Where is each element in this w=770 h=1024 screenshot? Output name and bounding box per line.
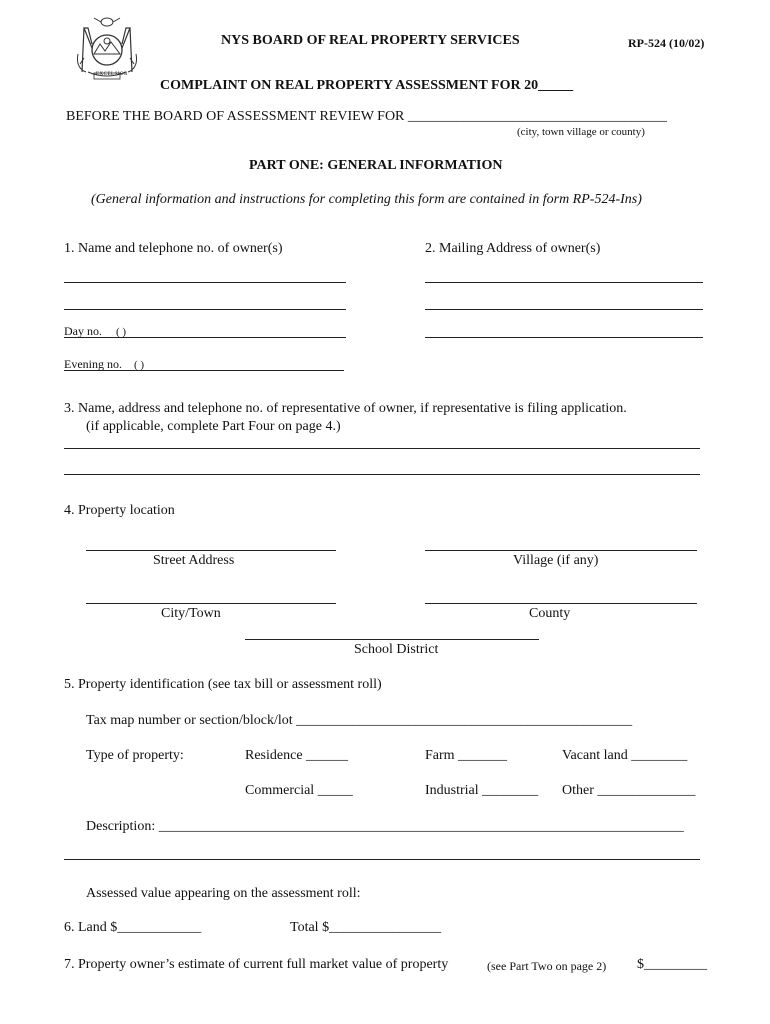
village-field[interactable] — [425, 550, 697, 551]
city-town-caption: City/Town — [161, 606, 221, 621]
form-code: RP-524 (10/02) — [628, 36, 705, 50]
description-field[interactable]: Description: ___________________________________________________________________________ — [86, 819, 684, 834]
board-review-line[interactable]: BEFORE THE BOARD OF ASSESSMENT REVIEW FOR _____________________________________ — [66, 109, 667, 124]
county-caption: County — [529, 606, 571, 621]
evening-phone-field[interactable] — [64, 370, 344, 371]
industrial-option[interactable]: Industrial ________ — [425, 783, 539, 798]
evening-phone-label: Evening no. — [64, 357, 122, 371]
commercial-option[interactable]: Commercial _____ — [245, 783, 353, 798]
assessed-value-heading: Assessed value appearing on the assessment roll: — [86, 886, 361, 901]
mailing-address-field-3[interactable] — [425, 337, 703, 338]
representative-label: 3. Name, address and telephone no. of representative of owner, if representative is filing application. — [64, 401, 627, 416]
instructions-note: (General information and instructions for completing this form are contained in form RP-524-Ins) — [91, 192, 642, 207]
property-type-label: Type of property: — [86, 748, 184, 763]
street-address-field[interactable] — [86, 550, 336, 551]
other-option[interactable]: Other ______________ — [562, 783, 696, 798]
market-value-label: 7. Property owner’s estimate of current full market value of property — [64, 957, 449, 972]
mailing-address-label: 2. Mailing Address of owner(s) — [425, 241, 601, 256]
total-value-field[interactable]: Total $________________ — [290, 920, 442, 935]
county-field[interactable] — [425, 603, 697, 604]
property-location-label: 4. Property location — [64, 503, 175, 518]
land-value-field[interactable]: 6. Land $____________ — [64, 920, 202, 935]
property-id-label: 5. Property identification (see tax bill or assessment roll) — [64, 677, 382, 692]
part-one-title: PART ONE: GENERAL INFORMATION — [249, 158, 503, 173]
school-district-field[interactable] — [245, 639, 539, 640]
agency-name: NYS BOARD OF REAL PROPERTY SERVICES — [221, 33, 520, 48]
form-title: COMPLAINT ON REAL PROPERTY ASSESSMENT FOR 20_____ — [160, 78, 574, 93]
board-review-hint: (city, town village or county) — [517, 126, 645, 138]
mailing-address-field-2[interactable] — [425, 309, 703, 310]
owner-name-field-1[interactable] — [64, 282, 346, 283]
school-district-caption: School District — [354, 642, 439, 657]
evening-phone-area: ( ) — [134, 359, 145, 371]
representative-note: (if applicable, complete Part Four on page 4.) — [86, 419, 341, 434]
day-phone-label: Day no. — [64, 324, 102, 338]
owner-name-label: 1. Name and telephone no. of owner(s) — [64, 241, 283, 256]
description-field-2[interactable] — [64, 859, 700, 860]
representative-field-2[interactable] — [64, 474, 700, 475]
day-phone-field[interactable] — [64, 337, 346, 338]
farm-option[interactable]: Farm _______ — [425, 748, 508, 763]
seal-motto: EXCELSIOR — [96, 72, 128, 77]
day-phone-area: ( ) — [116, 326, 127, 338]
mailing-address-field-1[interactable] — [425, 282, 703, 283]
city-town-field[interactable] — [86, 603, 336, 604]
vacant-land-option[interactable]: Vacant land ________ — [562, 748, 688, 763]
tax-map-field[interactable]: Tax map number or section/block/lot ________________________________________________ — [86, 713, 633, 728]
market-value-note: (see Part Two on page 2) — [487, 959, 607, 973]
street-address-caption: Street Address — [153, 553, 235, 568]
owner-name-field-2[interactable] — [64, 309, 346, 310]
representative-field-1[interactable] — [64, 448, 700, 449]
market-value-field[interactable]: $_________ — [637, 957, 707, 972]
residence-option[interactable]: Residence ______ — [245, 748, 349, 763]
village-caption: Village (if any) — [513, 553, 599, 568]
